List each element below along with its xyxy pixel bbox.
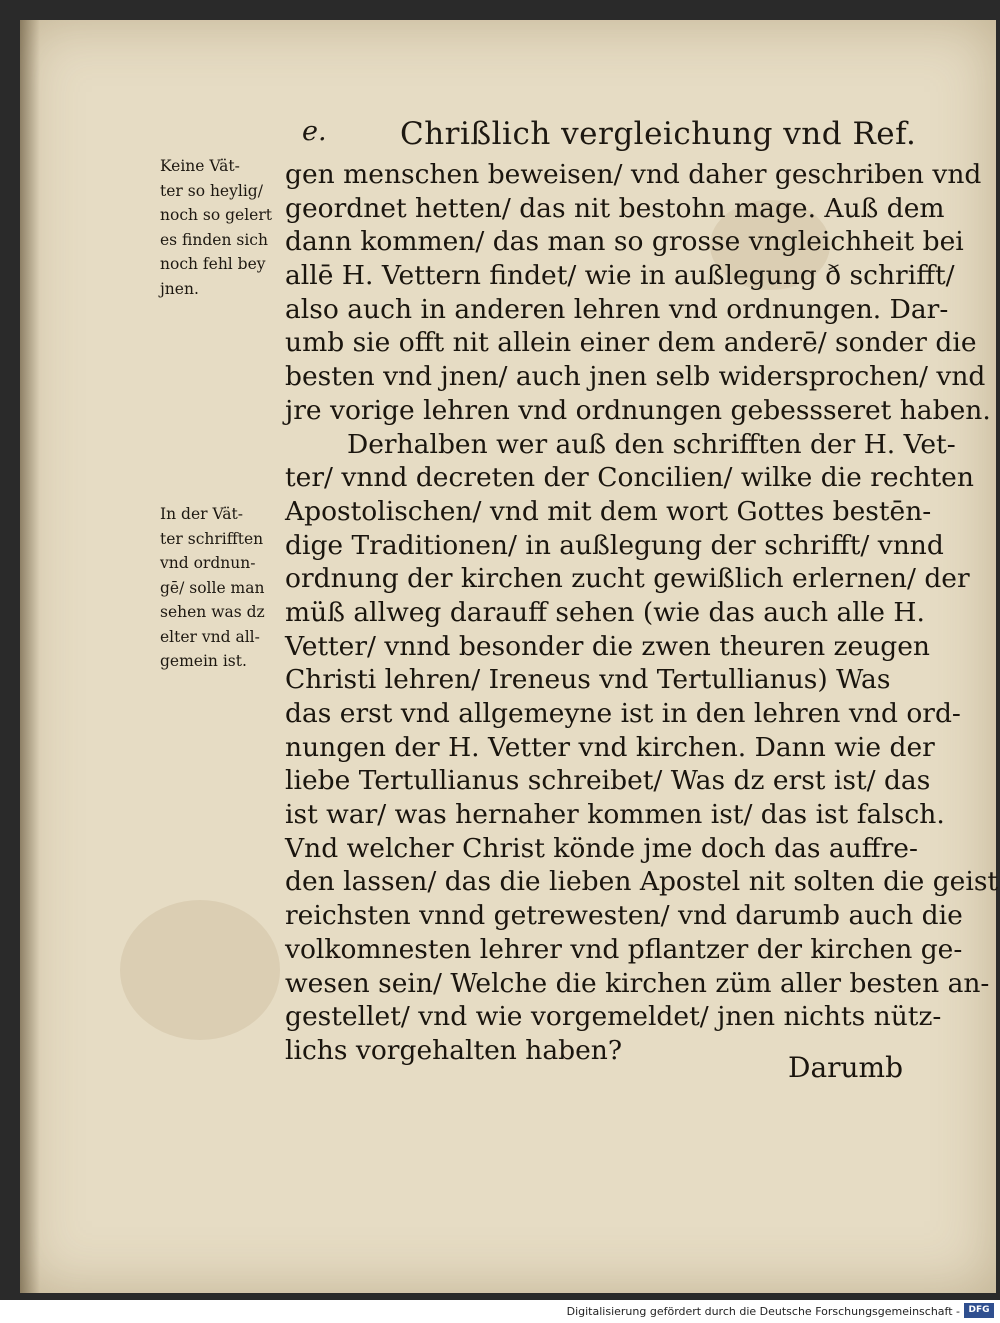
paper-stain <box>120 900 280 1040</box>
text-line: gen menschen beweisen/ vnd daher geschriben vnd <box>285 159 982 190</box>
catchword: Darumb <box>788 1051 904 1084</box>
text-line: dann kommen/ das man so grosse vngleichheit bei <box>285 226 964 258</box>
text-line: umb sie offt nit allein einer dem anderē/ sonder die <box>285 327 977 359</box>
text-line: ordnung der kirchen zucht gewißlich erlernen/ der <box>285 563 970 595</box>
gloss-line: sehen was dz <box>160 603 265 621</box>
text-line: Apostolischen/ vnd mit dem wort Gottes bestēn- <box>285 495 932 527</box>
digitization-footer <box>0 1300 1000 1323</box>
text-line: das erst vnd allgemeyne ist in den lehren vnd ord- <box>285 698 961 729</box>
text-line: Derhalben wer auß den schrifften der H. Vet- <box>347 428 956 460</box>
gloss-line: Keine Vät- <box>160 157 240 175</box>
gloss-line: ter so heylig/ <box>160 181 263 200</box>
signature-mark: e. <box>302 116 327 147</box>
gloss-line: elter vnd all- <box>160 627 260 646</box>
gloss-line: In der Vät- <box>160 505 243 523</box>
text-line: lichs vorgehalten haben? <box>285 1034 623 1066</box>
text-line: besten vnd jnen/ auch jnen selb widersprochen/ vnd <box>285 361 986 393</box>
gloss-line: noch fehl bey <box>160 255 266 273</box>
main-text-block <box>285 158 999 1068</box>
text-line: gestellet/ vnd wie vorgemeldet/ jnen nichts nütz- <box>285 1001 942 1033</box>
gloss-line: gē/ solle man <box>160 578 265 597</box>
dfg-logo[interactable]: DFG <box>964 1303 994 1318</box>
text-line: müß allweg darauff sehen (wie das auch alle H. <box>285 596 925 628</box>
text-line: dige Traditionen/ in außlegung der schrifft/ vnnd <box>285 529 944 561</box>
text-line: wesen sein/ Welche die kirchen züm aller besten an- <box>285 967 990 999</box>
gloss-line: ter schrifften <box>160 529 264 548</box>
gloss-line: gemein ist. <box>160 652 247 670</box>
marginal-gloss <box>160 154 285 301</box>
text-line: den lassen/ das die lieben Apostel nit solten die geist <box>285 866 999 898</box>
text-line: Christi lehren/ Ireneus vnd Tertullianus) Was <box>285 664 891 696</box>
marginal-gloss <box>160 502 285 674</box>
page-header <box>20 116 996 156</box>
text-line: liebe Tertullianus schreibet/ Was dz erst ist/ das <box>285 765 931 797</box>
text-line: volkomnesten lehrer vnd pflantzer der kirchen ge- <box>285 933 963 965</box>
text-line: Vnd welcher Christ könde jme doch das auffre- <box>285 832 918 864</box>
running-title: Chrißlich vergleichung vnd Ref. <box>400 116 917 152</box>
gloss-line: jnen. <box>160 279 199 298</box>
text-line: also auch in anderen lehren vnd ordnungen. Dar- <box>285 293 949 325</box>
text-line: nungen der H. Vetter vnd kirchen. Dann wie der <box>285 731 935 763</box>
text-line: ist war/ was hernaher kommen ist/ das ist falsch. <box>285 799 945 831</box>
text-line: Vetter/ vnnd besonder die zwen theuren zeugen <box>285 630 930 662</box>
gloss-line: noch so gelert <box>160 206 272 224</box>
text-line: geordnet hetten/ das nit bestohn mage. Auß dem <box>285 192 945 224</box>
text-line: reichsten vnnd getrewesten/ vnd darumb auch die <box>285 900 963 932</box>
text-line: allē H. Vettern findet/ wie in außlegung ð schrifft/ <box>285 260 955 292</box>
text-line: jre vorige lehren vnd ordnungen gebessseret haben. <box>285 394 991 426</box>
funding-credit: Digitalisierung gefördert durch die Deutsche Forschungsgemeinschaft - <box>566 1305 960 1318</box>
gloss-line: es finden sich <box>160 230 268 249</box>
gloss-line: vnd ordnun- <box>160 554 256 572</box>
text-line: ter/ vnnd decreten der Concilien/ wilke die rechten <box>285 462 974 494</box>
